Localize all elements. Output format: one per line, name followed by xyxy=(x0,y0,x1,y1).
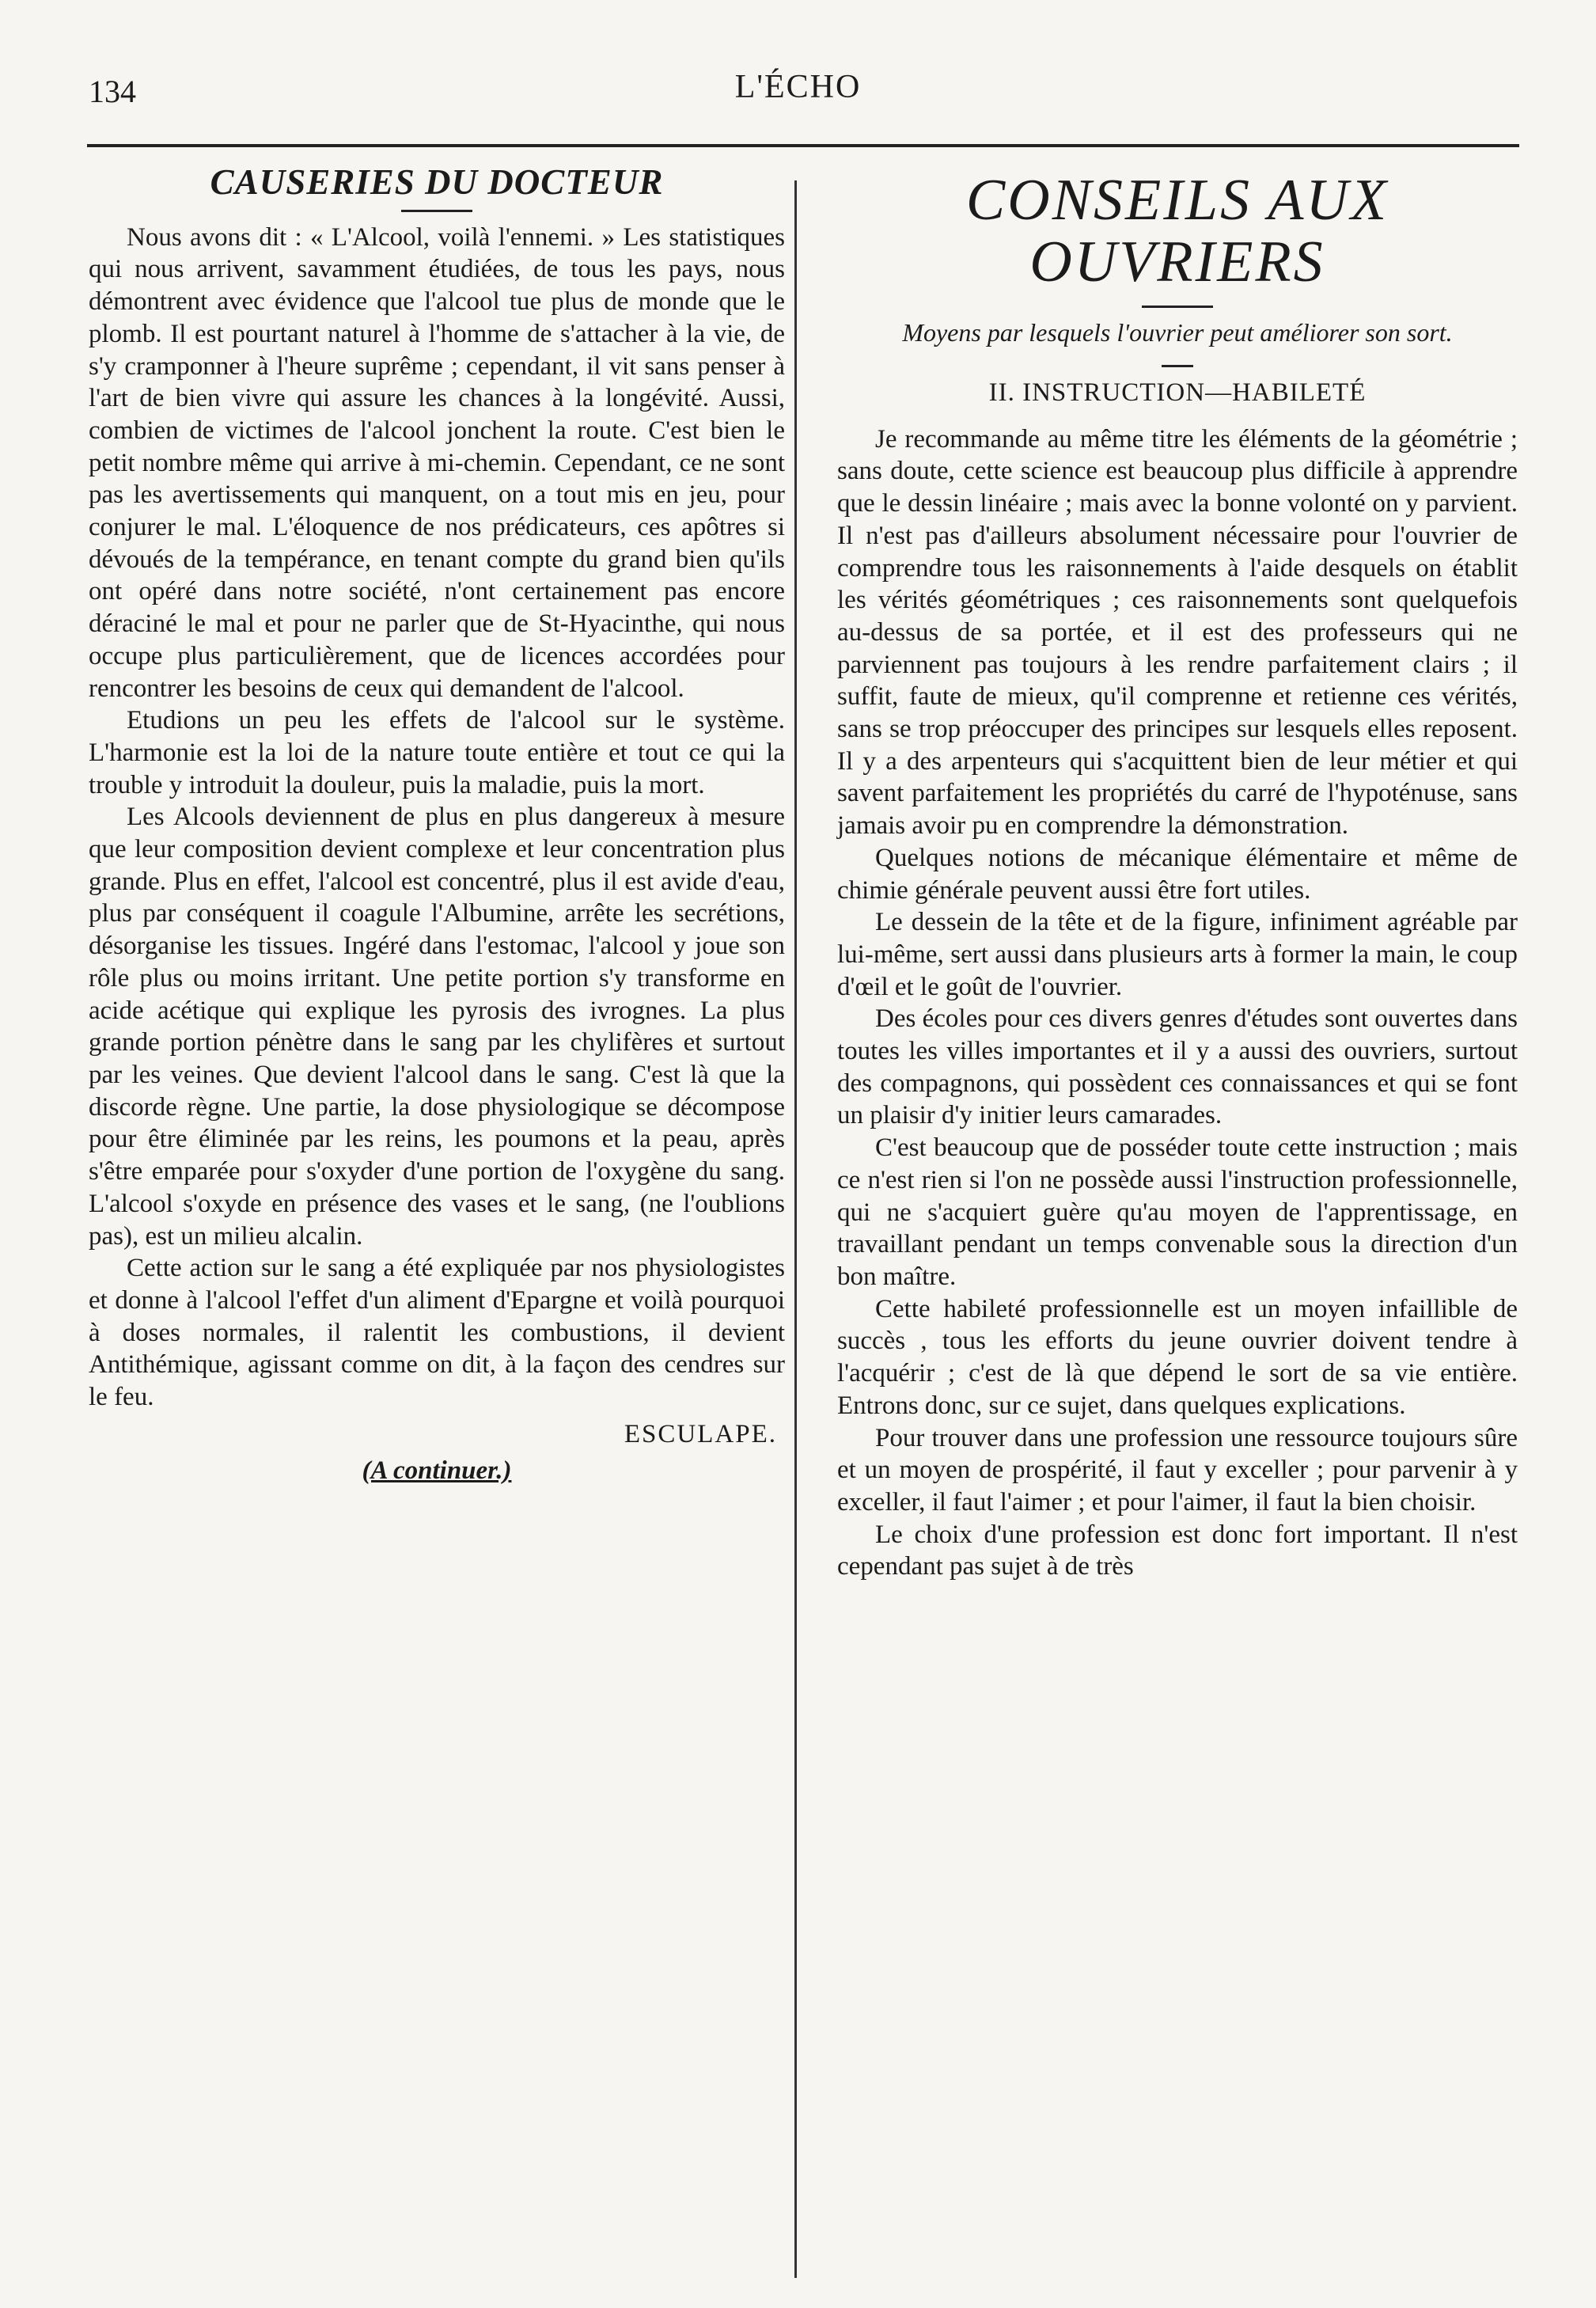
section-subtitle: Moyens par lesquels l'ouvrier peut améliorer son sort. xyxy=(902,318,1453,347)
paragraph: Etudions un peu les effets de l'alcool sur le système. L'harmonie est la loi de la nature toute entière et tout ce qui la trouble y introduit la douleur, puis la maladie, puis la mort. xyxy=(89,706,785,799)
paragraph: Pour trouver dans une profession une ressource toujours sûre et un moyen de prospérité, il faut y exceller ; pour parvenir à y exceller, il faut l'aimer ; et pour l'aimer, il faut la bien choisir. xyxy=(837,1423,1518,1517)
paragraph: Nous avons dit : « L'Alcool, voilà l'ennemi. » Les statistiques qui nous arrivent, savamment étudiées, de tous les pays, nous démontrent avec évidence que l'alcool tue plus de monde que le plomb. Il est pourtant naturel à l'homme de s'attacher à la vie, de s'y cramponner à l'heure suprême ; cependant, il vit sans penser à l'art de bien vivre qui assure les chances à la longévité. Aussi, combien de victimes de l'alcool jonchent la route. C'est bien le petit nombre même qui arrive à mi-chemin. Cependant, ce ne sont pas les avertissements qui manquent, on a tout mis en jeu, pour conjurer le mal. L'éloquence de nos prédicateurs, ces apôtres si dévoués de la tempérance, en tenant compte du grand bien qu'ils ont opéré dans notre société, n'ont certainement pas encore déraciné le mal et pour ne parler que de St-Hyacinthe, qui nous occupe plus particulièrement, que de licences accordées pour rencontrer les besoins de ceux qui demandent de l'alcool. xyxy=(89,222,785,703)
continuation-note: (A continuer.) xyxy=(362,1456,512,1486)
journal-title: L'ÉCHO xyxy=(734,69,862,105)
paragraph: C'est beaucoup que de posséder toute cette instruction ; mais ce n'est rien si l'on ne possède aussi l'instruction professionnelle, qui ne s'acquiert guère qu'au moyen de l'apprentissage, en travaillant pendant un temps convenable sous la direction d'un bon maître. xyxy=(837,1133,1518,1291)
section-title-causeries: CAUSERIES DU DOCTEUR xyxy=(210,162,664,202)
paragraph: Les Alcools deviennent de plus en plus dangereux à mesure que leur composition devient complexe et leur concentration plus grande. Plus en effet, l'alcool est concentré, plus il est avide d'eau, plus par conséquent il coagule l'Albumine, arrête les secrétions, désorganise les tissues. Ingéré dans l'estomac, l'alcool y joue son rôle plus ou moins irritant. Une petite portion s'y transforme en acide acétique qui explique les pyrosis des ivrognes. La plus grande portion pénètre dans le sang par les chylifères et surtout par les veines. Que devient l'alcool dans le sang. C'est là que la discorde règne. Une partie, la dose physiologique se décompose pour être éliminée par les reins, les poumons et la peau, après s'être emparée pour s'oxyder d'une portion de l'oxygène du sang. L'alcool s'oxyde en présence des vases et le sang, (ne l'oublions pas), est un milieu alcalin. xyxy=(89,803,785,1251)
sub-heading: II. INSTRUCTION—HABILETÉ xyxy=(988,378,1367,407)
section-title-conseils: CONSEILS AUX OUVRIERS xyxy=(965,168,1389,294)
paragraph: Le choix d'une profession est donc fort important. Il n'est cependant pas sujet à de très xyxy=(837,1520,1518,1581)
page-number: 134 xyxy=(89,74,136,109)
right-column xyxy=(837,166,1518,1583)
subtitle-rule xyxy=(1162,365,1193,367)
author-signature: ESCULAPE. xyxy=(624,1419,777,1448)
left-column xyxy=(89,162,785,1487)
paragraph: Des écoles pour ces divers genres d'études sont ouvertes dans toutes les villes importantes et il y a aussi des ouvriers, surtout des compagnons, qui possèdent ces connaissances et qui se font un plaisir d'y initier leurs camarades. xyxy=(837,1004,1518,1130)
header-rule xyxy=(87,144,1519,147)
title-rule xyxy=(401,210,472,212)
paragraph: Je recommande au même titre les éléments de la géométrie ; sans doute, cette science est beaucoup plus difficile à apprendre que le dessin linéaire ; mais avec la bonne volonté on y parvient. Il n'est pas d'ailleurs absolument nécessaire pour l'ouvrier de comprendre tous les raisonnements à l'aide desquels on établit les vérités géométriques ; ces raisonnements sont quelquefois au-dessus de sa portée, et il est des professeurs qui ne parviennent pas toujours à les rendre parfaitement clairs ; il suffit, faute de mieux, qu'il comprenne et retienne ces vérités, sans se trop préoccuper des principes sur lesquels elles reposent. Il y a des arpenteurs qui s'acquittent bien de leur métier et qui savent parfaitement les propriétés du carré de l'hypoténuse, sans jamais avoir pu en comprendre la démonstration. xyxy=(837,424,1518,841)
column-divider xyxy=(794,180,797,2278)
paragraph: Cette action sur le sang a été expliquée par nos physiologistes et donne à l'alcool l'effet d'un aliment d'Epargne et voilà pourquoi à doses normales, il ralentit les combustions, il devient Antithémique, agissant comme on dit, à la façon des cendres sur le feu. xyxy=(89,1254,785,1412)
paragraph: Cette habileté professionnelle est un moyen infaillible de succès , tous les efforts du jeune ouvrier doivent tendre à l'acquérir ; c'est de là que dépend le sort de sa vie entière. Entrons donc, sur ce sujet, dans quelques explications. xyxy=(837,1294,1518,1420)
paragraph: Quelques notions de mécanique élémentaire et même de chimie générale peuvent aussi être fort utiles. xyxy=(837,843,1518,905)
paragraph: Le dessein de la tête et de la figure, infiniment agréable par lui-même, sert aussi dans plusieurs arts à former la main, le coup d'œil et le goût de l'ouvrier. xyxy=(837,908,1518,1001)
title-rule xyxy=(1142,306,1213,308)
